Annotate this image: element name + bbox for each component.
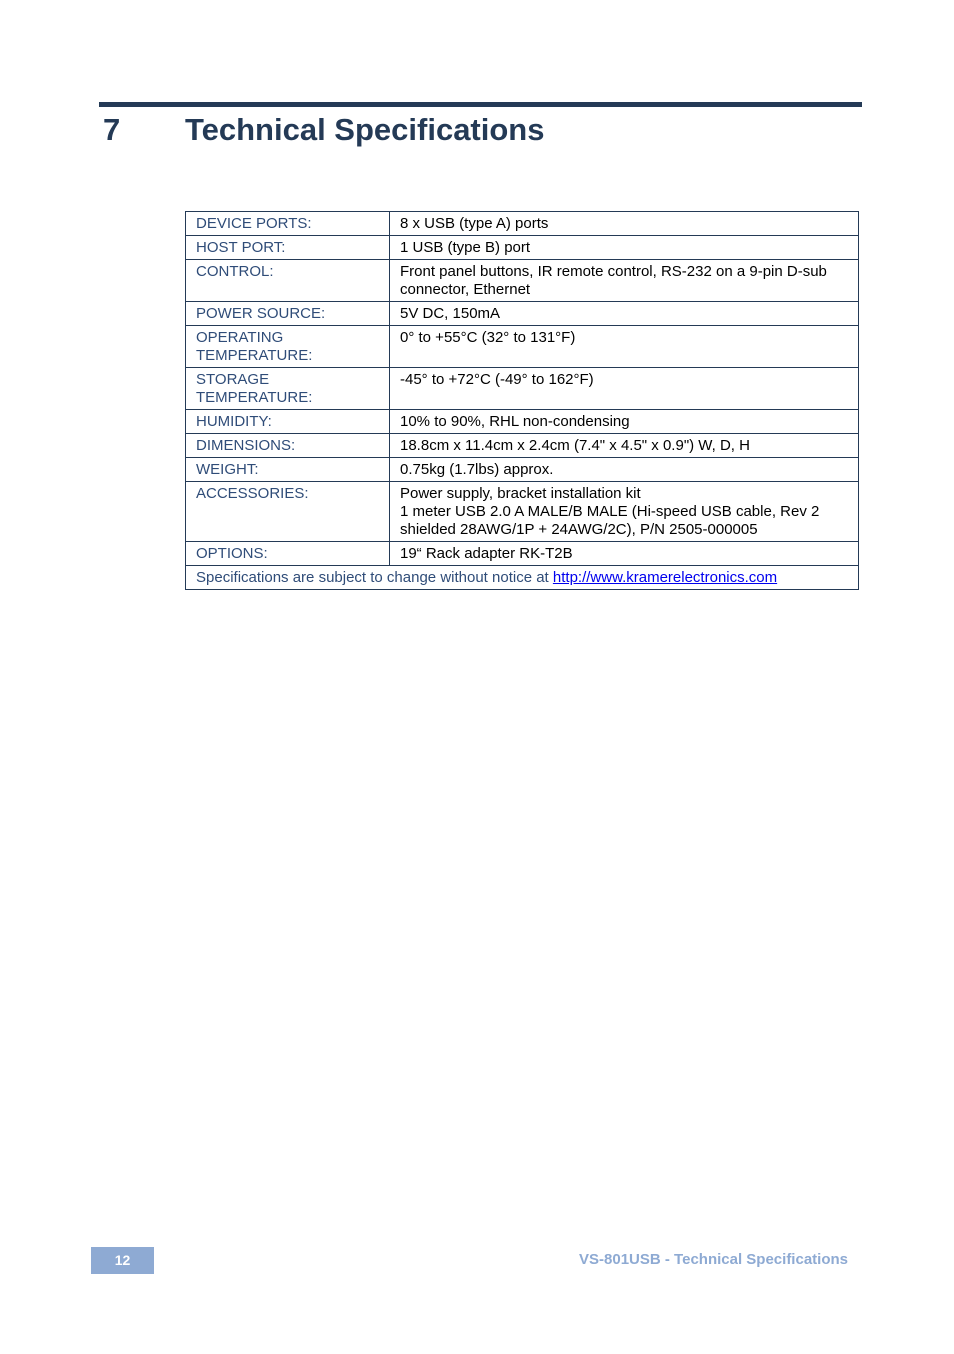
spec-row — [186, 458, 859, 482]
spec-label: DIMENSIONS: — [186, 434, 390, 458]
spec-label: HUMIDITY: — [186, 410, 390, 434]
spec-row — [186, 434, 859, 458]
spec-label: HOST PORT: — [186, 236, 390, 260]
spec-row — [186, 368, 859, 410]
spec-value-line: 5V DC, 150mA — [400, 305, 501, 322]
spec-label: CONTROL: — [186, 260, 390, 302]
spec-value — [390, 260, 859, 302]
spec-value — [390, 368, 859, 410]
spec-row — [186, 302, 859, 326]
spec-label: OPERATING TEMPERATURE: — [186, 326, 390, 368]
spec-label: OPTIONS: — [186, 542, 390, 566]
section-number: 7 — [103, 112, 121, 147]
spec-value — [390, 542, 859, 566]
spec-value — [390, 482, 859, 542]
footnote-text: Specifications are subject to change without notice at — [196, 569, 553, 586]
footer-title: VS-801USB - Technical Specifications — [579, 1251, 848, 1268]
spec-row — [186, 236, 859, 260]
spec-value-line: 1 meter USB 2.0 A MALE/B MALE (Hi-speed USB cable, Rev 2 shielded 28AWG/1P + 24AWG/2C), P/N 2505-000005 — [400, 503, 820, 538]
specifications-table-body — [186, 212, 859, 566]
spec-label: WEIGHT: — [186, 458, 390, 482]
footnote-cell — [186, 566, 859, 590]
spec-label: DEVICE PORTS: — [186, 212, 390, 236]
spec-value — [390, 326, 859, 368]
section-title: Technical Specifications — [185, 112, 545, 147]
spec-value-line: 18.8cm x 11.4cm x 2.4cm (7.4" x 4.5" x 0.9") W, D, H — [400, 437, 750, 454]
heading-rule — [99, 102, 862, 107]
spec-value-line: 0.75kg (1.7lbs) approx. — [400, 461, 554, 478]
spec-value-line: Power supply, bracket installation kit — [400, 485, 641, 502]
spec-value — [390, 410, 859, 434]
spec-value-line: 10% to 90%, RHL non-condensing — [400, 413, 630, 430]
spec-value — [390, 458, 859, 482]
spec-value-line: 0° to +55°C (32° to 131°F) — [400, 329, 576, 346]
spec-label: POWER SOURCE: — [186, 302, 390, 326]
spec-value-line: -45° to +72°C (-49° to 162°F) — [400, 371, 594, 388]
spec-row — [186, 410, 859, 434]
spec-value-line: 1 USB (type B) port — [400, 239, 531, 256]
spec-row — [186, 542, 859, 566]
specifications-table — [185, 211, 859, 590]
spec-value — [390, 434, 859, 458]
footnote-row — [186, 566, 859, 590]
spec-value — [390, 236, 859, 260]
spec-value-line: 19“ Rack adapter RK-T2B — [400, 545, 573, 562]
spec-row — [186, 260, 859, 302]
spec-label: STORAGE TEMPERATURE: — [186, 368, 390, 410]
spec-value-line: Front panel buttons, IR remote control, RS-232 on a 9-pin D-sub connector, Ethernet — [400, 263, 827, 298]
spec-label: ACCESSORIES: — [186, 482, 390, 542]
spec-value-line: 8 x USB (type A) ports — [400, 215, 549, 232]
kramer-website-link[interactable]: http://www.kramerelectronics.com — [552, 569, 778, 586]
spec-value — [390, 212, 859, 236]
spec-row — [186, 212, 859, 236]
spec-row — [186, 482, 859, 542]
page-number: 12 — [91, 1247, 154, 1274]
spec-row — [186, 326, 859, 368]
spec-value — [390, 302, 859, 326]
